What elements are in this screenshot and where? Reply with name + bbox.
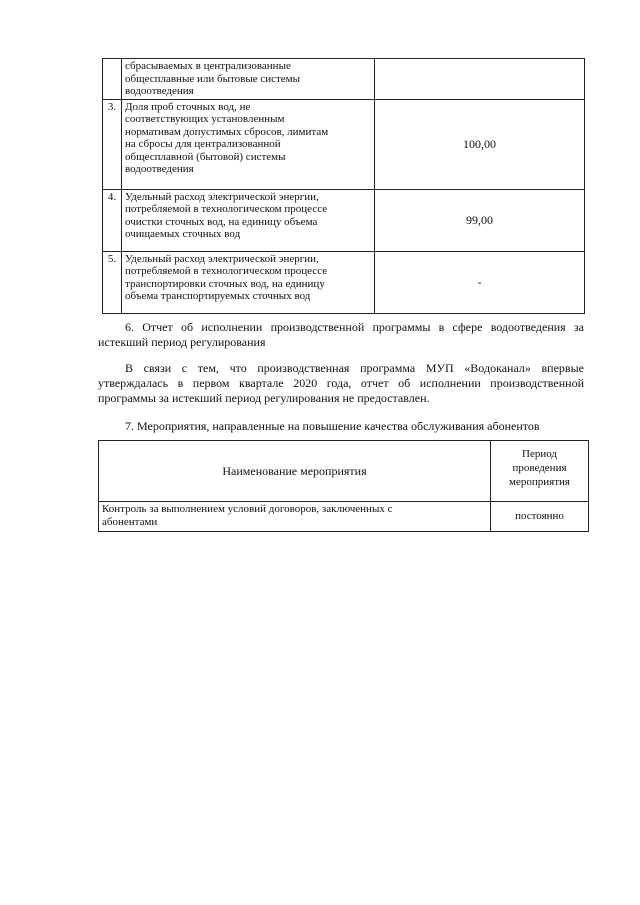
description-line: Удельный расход электрической энергии, — [125, 190, 319, 203]
table-row — [103, 189, 585, 251]
row-number: 5. — [103, 251, 122, 313]
table-row — [103, 251, 585, 313]
row-number: 4. — [103, 189, 122, 251]
activity-cell — [99, 502, 491, 532]
description-line: очищаемых сточных вод — [125, 228, 241, 240]
row-description — [122, 59, 375, 100]
description-line: водоотведения — [125, 163, 194, 175]
column-header-period — [491, 441, 589, 502]
header-line: мероприятия — [509, 476, 570, 488]
row-value: 99,00 — [375, 189, 585, 251]
activity-line: Контроль за выполнением условий договоров, заключенных с — [102, 503, 393, 515]
section-7-title: 7. Мероприятия, направленные на повышение качества обслуживания абонентов — [125, 419, 540, 433]
description-line: общесплавные или бытовые системы — [125, 72, 301, 85]
header-line: проведения — [512, 462, 567, 474]
column-header-activity: Наименование мероприятия — [99, 441, 491, 502]
row-number: 3. — [103, 99, 122, 189]
description-line: Удельный расход электрической энергии, — [125, 252, 319, 265]
table-row — [99, 502, 589, 532]
header-line: Период — [522, 448, 557, 460]
indicators-table — [102, 58, 585, 314]
row-description — [122, 189, 375, 251]
description-line: на сбросы для централизованной — [125, 138, 281, 150]
report-line: программы за истекший период регулирования не предоставлен. — [98, 391, 430, 405]
table-header-row — [99, 441, 589, 502]
activity-line: абонентами — [102, 515, 158, 528]
report-paragraph — [98, 361, 584, 406]
description-line: очистки сточных вод, на единицу объема — [125, 215, 318, 228]
table-row — [103, 99, 585, 189]
report-line: утверждалась в первом квартале 2020 года, отчет об исполнении производственной — [98, 376, 584, 390]
row-description — [122, 99, 375, 189]
description-line: Доля проб сточных вод, не — [125, 100, 251, 113]
description-line: потребляемой в технологическом процессе — [125, 265, 328, 277]
description-line: потребляемой в технологическом процессе — [125, 203, 328, 215]
section-6-line: 6. Отчет об исполнении производственной программы в сфере водоотведения за — [125, 320, 584, 334]
description-line: объема транспортируемых сточных вод — [125, 290, 311, 302]
table-row — [103, 59, 585, 100]
period-cell: постоянно — [491, 502, 589, 532]
description-line: водоотведения — [125, 85, 194, 97]
description-line: сбрасываемых в централизованные — [125, 60, 291, 72]
row-value — [375, 59, 585, 100]
description-line: соответствующих установленным — [125, 113, 285, 125]
description-line: нормативам допустимых сбросов, лимитам — [125, 125, 329, 138]
row-description — [122, 251, 375, 313]
description-line: общесплавной (бытовой) системы — [125, 150, 286, 163]
row-value: - — [375, 251, 585, 313]
section-6-line: истекший период регулирования — [98, 335, 266, 349]
description-line: транспортировки сточных вод, на единицу — [125, 277, 325, 290]
row-number — [103, 59, 122, 100]
section-6-heading — [98, 320, 584, 350]
activities-table — [98, 440, 589, 532]
section-7-heading — [98, 419, 584, 434]
report-line: В связи с тем, что производственная программа МУП «Водоканал» впервые — [125, 361, 584, 375]
row-value: 100,00 — [375, 99, 585, 189]
